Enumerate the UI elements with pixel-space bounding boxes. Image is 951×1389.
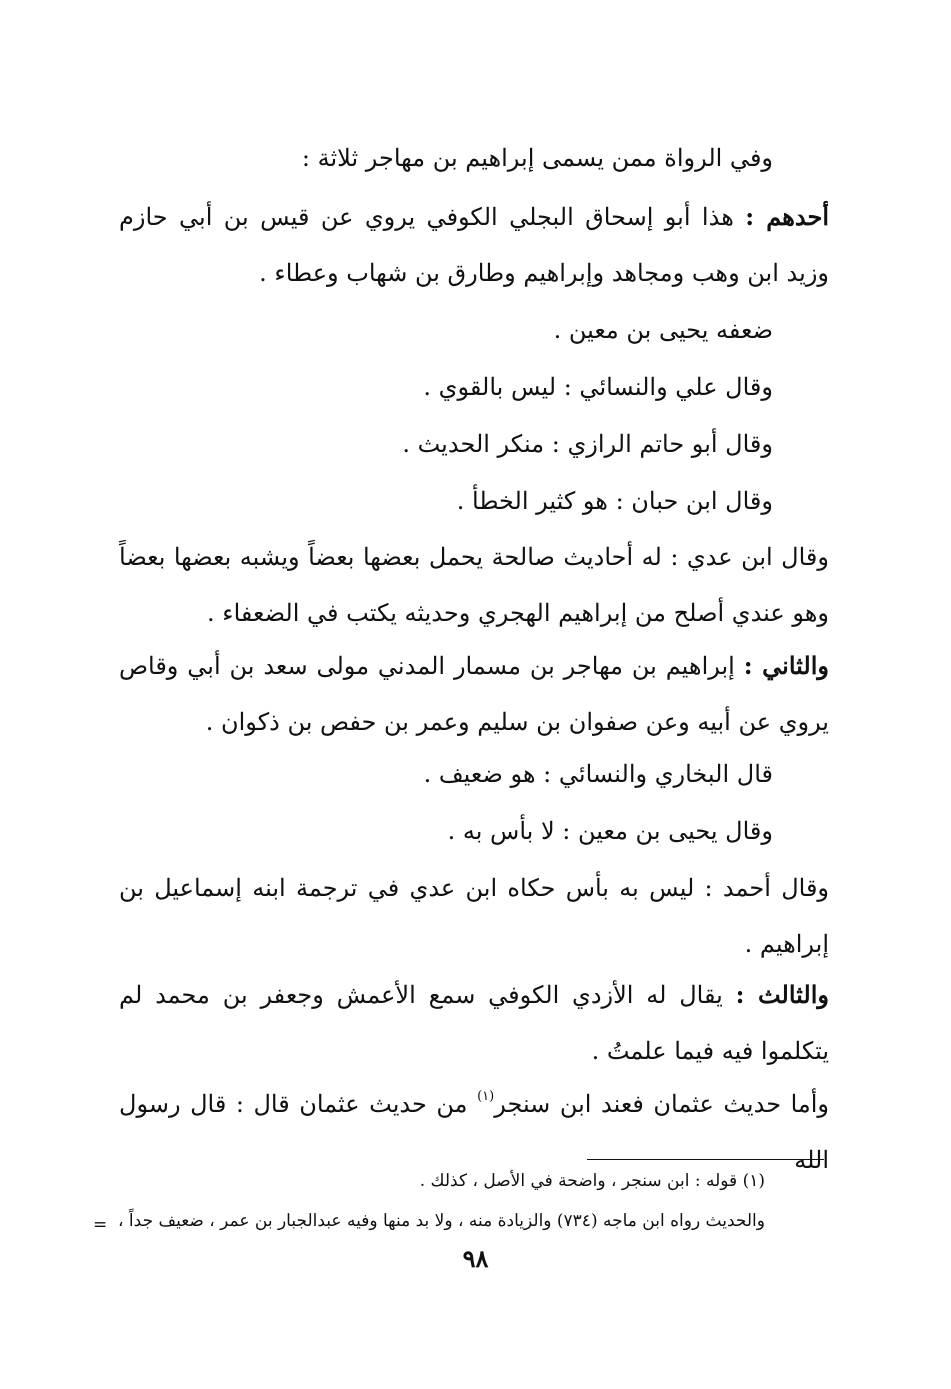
narrator-third-text: يقال له الأزدي الكوفي سمع الأعمش وجعفر بن محمد لم يتكلموا فيه فيما علمتُ . bbox=[119, 981, 829, 1065]
uthman-text-before: وأما حديث عثمان فعند ابن سنجر bbox=[494, 1090, 829, 1118]
uthman-text-after: من حديث عثمان قال : قال رسول الله bbox=[119, 1090, 829, 1174]
quote-line: قال البخاري والنسائي : هو ضعيف . bbox=[423, 760, 773, 788]
quote-line: وقال ابن حبان : هو كثير الخطأ . bbox=[456, 487, 773, 515]
narrator-third-label: والثالث : bbox=[735, 980, 829, 1009]
footnote-2: والحديث رواه ابن ماجه (٧٣٤) والزيادة منه ، ولا بد منها وفيه عبدالجبار بن عمر ، ضعيف جداً ، bbox=[118, 1211, 765, 1231]
narrator-second-label: والثاني : bbox=[743, 651, 829, 680]
narrator-second-paragraph bbox=[119, 638, 829, 750]
quote-line: وقال يحيى بن معين : لا بأس به . bbox=[447, 817, 773, 845]
page-number: ٩٨ bbox=[462, 1244, 489, 1273]
footnote-divider bbox=[587, 1159, 824, 1160]
narrator-first-text: هذا أبو إسحاق البجلي الكوفي يروي عن قيس بن أبي حازم وزيد ابن وهب ومجاهد وإبراهيم وطارق بن شهاب وعطاء . bbox=[119, 203, 829, 287]
ibn-adi-paragraph: وقال ابن عدي : له أحاديث صالحة يحمل بعضها بعضاً ويشبه بعضها بعضاً وهو عندي أصلح من إبراهيم الهجري وحديثه يكتب في الضعفاء . bbox=[119, 543, 829, 627]
narrator-first-paragraph bbox=[119, 189, 829, 301]
continuation-mark: = bbox=[93, 1215, 108, 1235]
narrator-first-label: أحدهم : bbox=[745, 202, 829, 231]
quote-line: وقال أبو حاتم الرازي : منكر الحديث . bbox=[402, 430, 773, 458]
narrator-second-text: إبراهيم بن مهاجر بن مسمار المدني مولى سعد بن أبي وقاص يروي عن أبيه وعن صفوان بن سليم وعمر بن حفص بن ذكوان . bbox=[119, 652, 829, 736]
quote-line: ضعفه يحيى بن معين . bbox=[553, 316, 773, 344]
quote-line: وقال علي والنسائي : ليس بالقوي . bbox=[423, 373, 773, 401]
ahmad-paragraph: وقال أحمد : ليس به بأس حكاه ابن عدي في ترجمة ابنه إسماعيل بن إبراهيم . bbox=[119, 874, 829, 958]
narrator-third-paragraph bbox=[119, 967, 829, 1079]
footnote-1: (١) قوله : ابن سنجر ، واضحة في الأصل ، كذلك . bbox=[419, 1171, 765, 1191]
footnote-ref: (١) bbox=[477, 1089, 495, 1104]
intro-line: وفي الرواة ممن يسمى إبراهيم بن مهاجر ثلاثة : bbox=[301, 144, 773, 172]
